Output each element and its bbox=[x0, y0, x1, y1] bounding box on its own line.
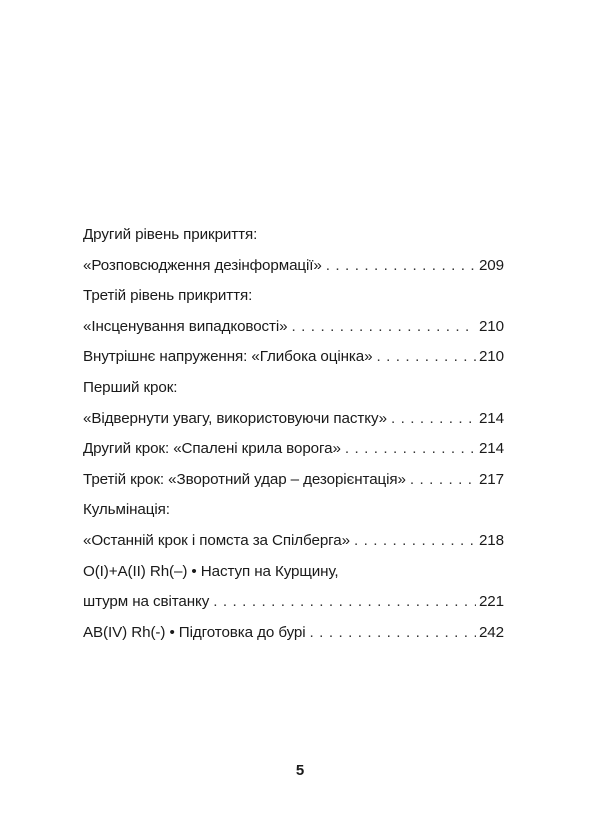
toc-line bbox=[83, 495, 504, 526]
toc-entry-title: Внутрішнє напруження: «Глибока оцінка» bbox=[83, 348, 373, 366]
dot-leader bbox=[345, 434, 476, 465]
toc-entry-page: 218 bbox=[478, 531, 504, 549]
toc-entry-page: 242 bbox=[478, 623, 504, 641]
toc-line bbox=[83, 342, 504, 373]
dot-leader bbox=[377, 342, 476, 373]
dot-leader bbox=[354, 526, 476, 557]
toc-entry-title: штурм на світанку bbox=[83, 593, 210, 611]
toc-entry-title: Другий крок: «Спалені крила ворога» bbox=[83, 440, 341, 458]
toc-entry-title: «Відвернути увагу, використовуючи пастку» bbox=[83, 409, 387, 427]
toc-line bbox=[83, 251, 504, 282]
toc-line bbox=[83, 618, 504, 649]
dot-leader bbox=[213, 587, 476, 618]
toc-entry-title: «Останній крок і помста за Спілберга» bbox=[83, 531, 350, 549]
toc-line bbox=[83, 373, 504, 404]
toc-entry-title: Другий рівень прикриття: bbox=[83, 226, 258, 243]
table-of-contents bbox=[83, 220, 504, 648]
toc-entry-title: Кульмінація: bbox=[83, 501, 170, 519]
toc-line bbox=[83, 587, 504, 618]
toc-entry-title: Перший крок: bbox=[83, 378, 178, 396]
dot-leader bbox=[292, 312, 476, 343]
toc-entry-page: 210 bbox=[478, 317, 504, 335]
toc-entry-title: Третій рівень прикриття: bbox=[83, 287, 253, 305]
toc-line bbox=[83, 434, 504, 465]
toc-line bbox=[83, 404, 504, 435]
toc-entry-page: 210 bbox=[478, 348, 504, 366]
toc-entry-title: «Інсценування випадковості» bbox=[83, 317, 288, 335]
toc-line bbox=[83, 526, 504, 557]
toc-line bbox=[83, 557, 504, 588]
toc-line bbox=[83, 281, 504, 312]
toc-entry-title: «Розповсюдження дезінформації» bbox=[83, 256, 322, 274]
toc-entry-page: 221 bbox=[478, 593, 504, 611]
toc-entry-title: O(I)+A(II) Rh(–) • Наступ на Курщину, bbox=[83, 562, 339, 580]
dot-leader bbox=[391, 404, 476, 435]
toc-entry-page: 214 bbox=[478, 440, 504, 458]
toc-entry-page: 209 bbox=[478, 256, 504, 274]
dot-leader bbox=[410, 465, 476, 496]
dot-leader bbox=[326, 251, 476, 282]
toc-entry-title: Третій крок: «Зворотний удар – дезорієнтація» bbox=[83, 470, 406, 488]
toc-line bbox=[83, 465, 504, 496]
toc-line bbox=[83, 312, 504, 343]
dot-leader bbox=[310, 618, 476, 649]
toc-entry-title: AB(IV) Rh(-) • Підготовка до бурі bbox=[83, 623, 306, 641]
toc-entry-page: 217 bbox=[478, 470, 504, 488]
toc-entry-page: 214 bbox=[478, 409, 504, 427]
page-number: 5 bbox=[295, 762, 305, 779]
toc-line bbox=[83, 220, 504, 251]
